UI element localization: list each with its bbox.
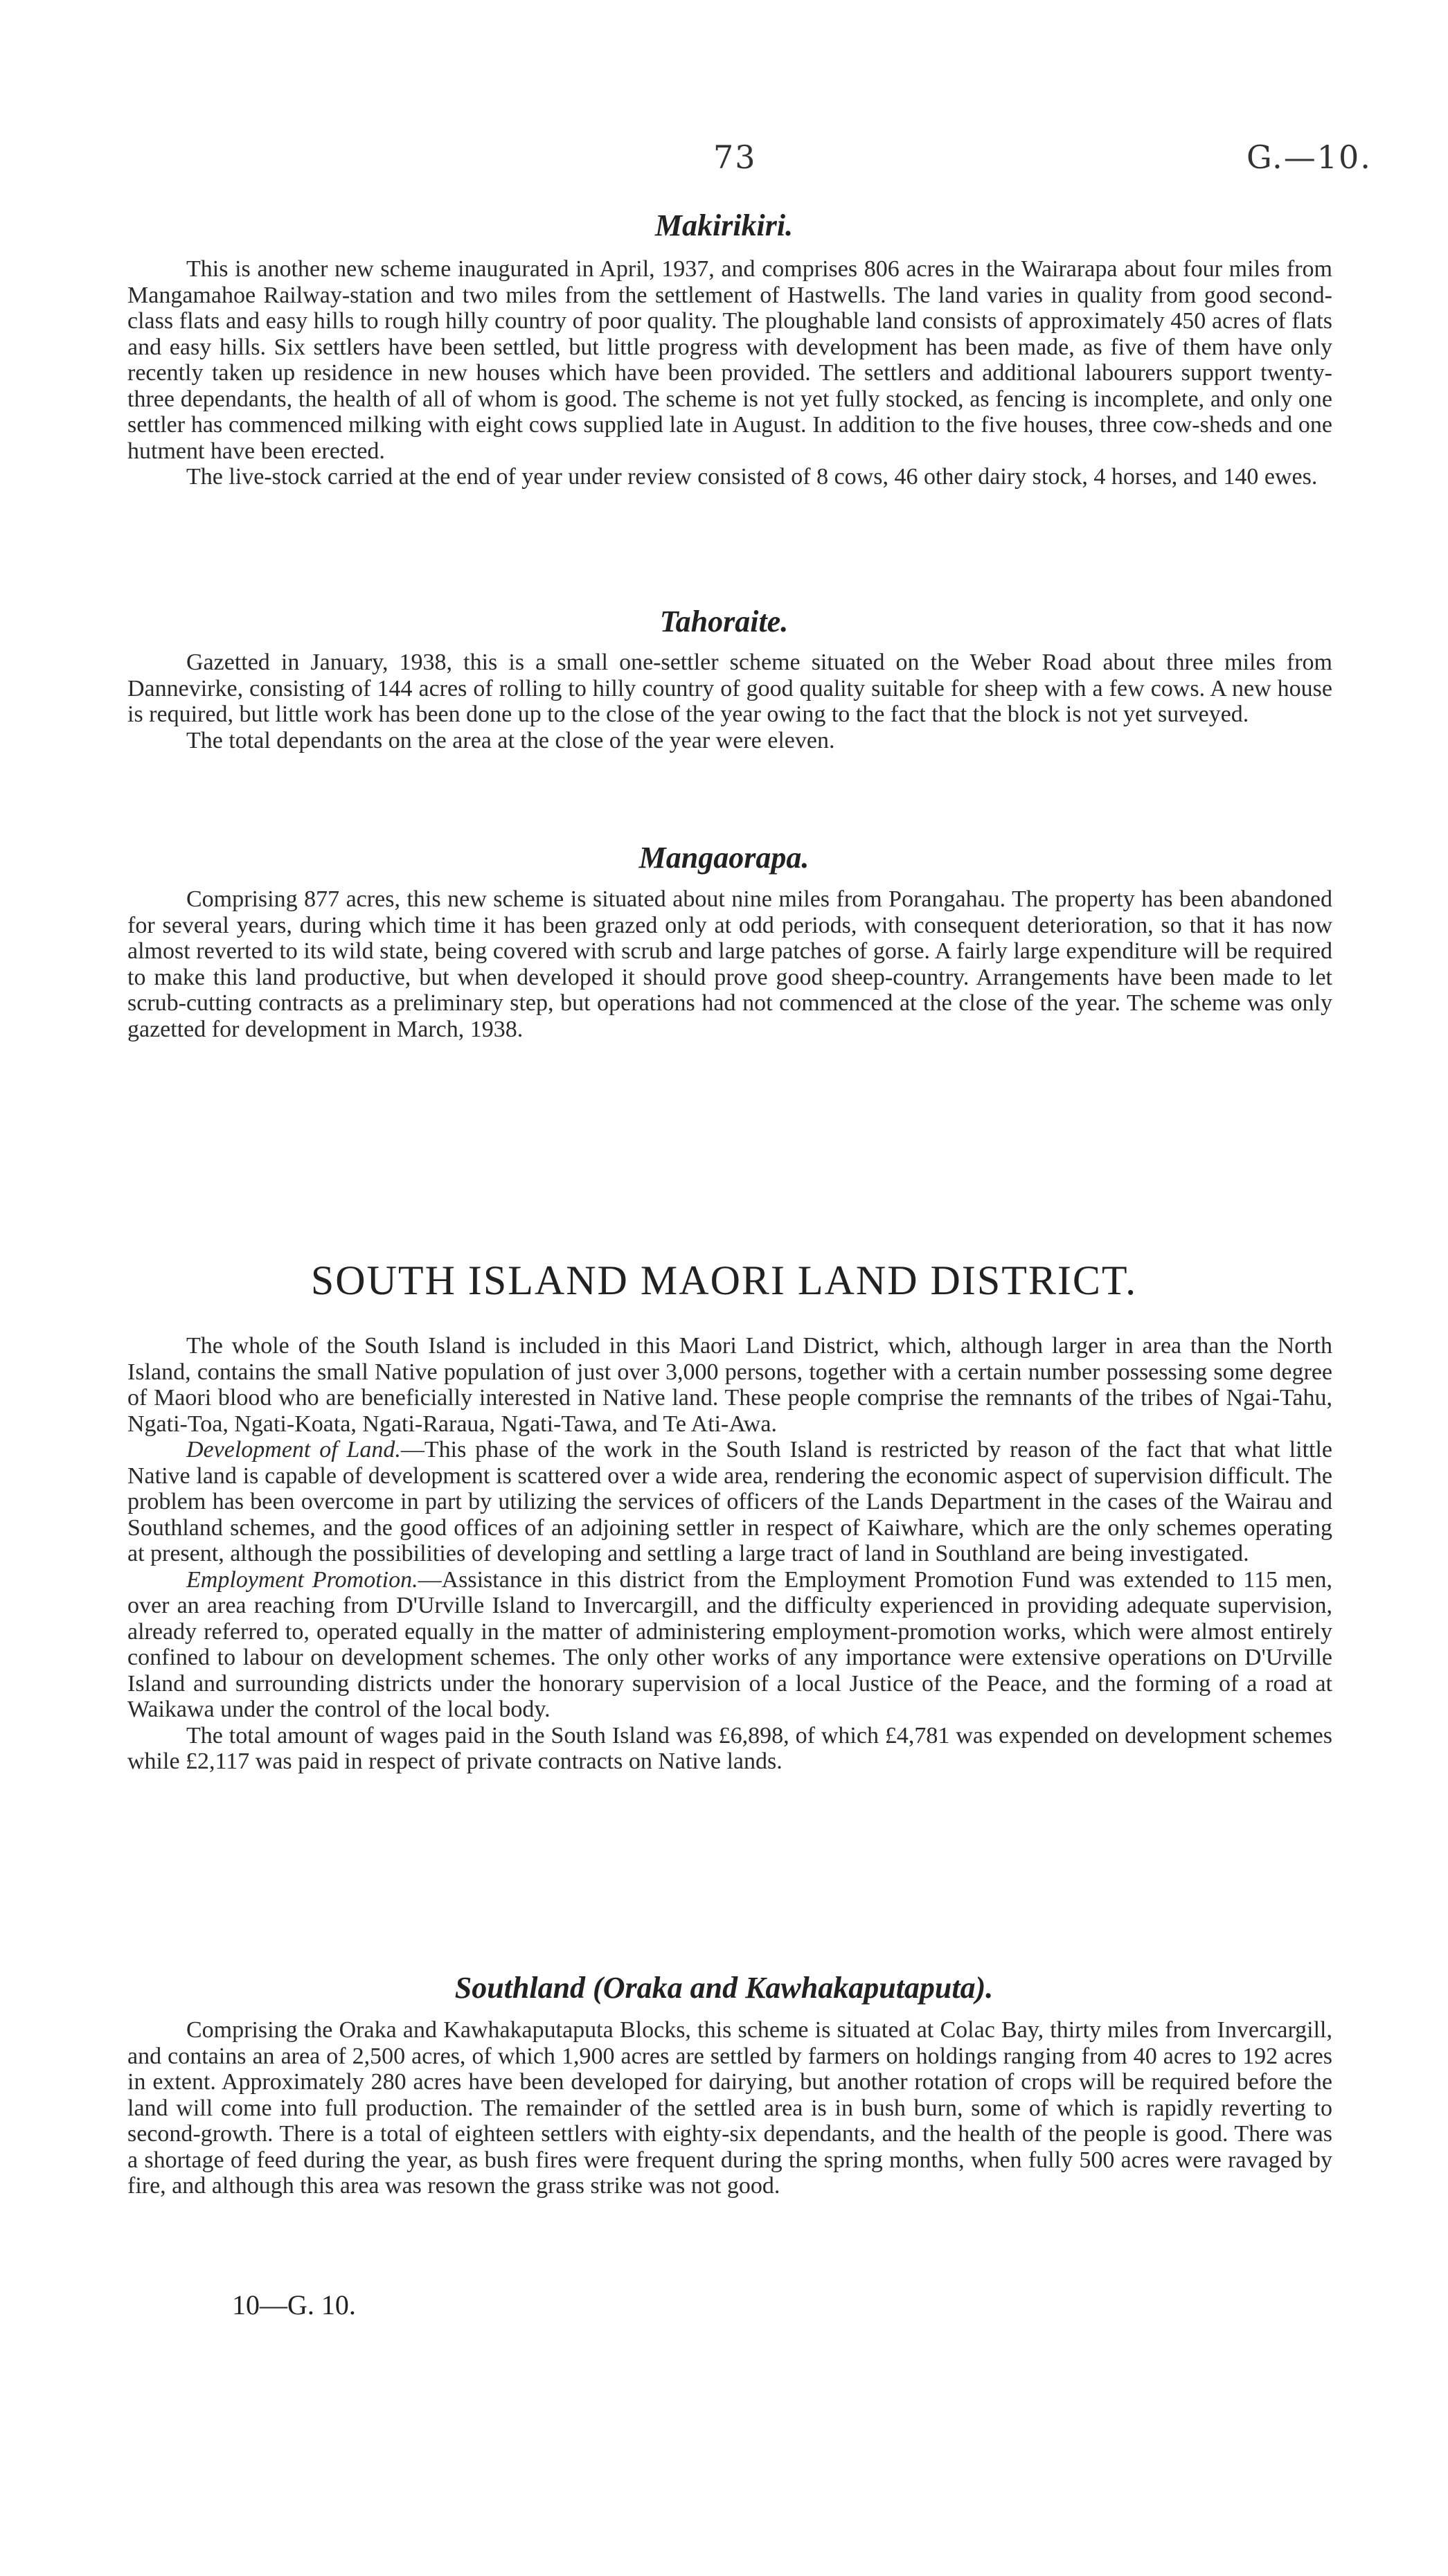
footer-signature: 10—G. 10. (232, 2289, 356, 2320)
paragraph: Comprising 877 acres, this new scheme is situated about nine miles from Porangahau. The property has been abandoned for several years, during which time it has been grazed only at odd periods, with consequent deterioration, so that it has now almost reverted to its wild state, being covered with scrub and large patches of gorse. A fairly large expenditure will be required to make this land productive, but when developed it should prove good sheep-country. Arrangements have been made to let scrub-cutting contracts as a preliminary step, but operations had not commenced at the close of the year. The scheme was only gazetted for development in March, 1938. (127, 886, 1332, 1042)
paragraph: The whole of the South Island is included in this Maori Land District, which, although larger in area than the North Island, contains the small Native population of just over 3,000 persons, together with a certain number possessing some degree of Maori blood who are beneficially interested in Native land. These people comprise the remnants of the tribes of Ngai-Tahu, Ngati-Toa, Ngati-Koata, Ngati-Raraua, Ngati-Tawa, and Te Ati-Awa. (127, 1333, 1332, 1437)
section-heading-makirikiri: Makirikiri. (654, 208, 794, 242)
section-body-mangaorapa (127, 886, 1332, 1042)
paragraph-text: —This phase of the work in the South Island is restricted by reason of the fact that what little Native land is capable of development is scattered over a wide area, rendering the economic aspect of supervision difficult. The problem has been overcome in part by utilizing the services of officers of the Lands Department in the cases of the Wairau and Southland schemes, and the good offices of an adjoining settler in respect of Kaiwhare, which are the only schemes operating at present, although the possibilities of developing and settling a large tract of land in Southland are being investigated. (127, 1437, 1332, 1566)
section-heading-mangaorapa: Mangaorapa. (638, 841, 810, 875)
paragraph: Comprising the Oraka and Kawhakaputaputa Blocks, this scheme is situated at Colac Bay, thirty miles from Invercargill, and contains an area of 2,500 acres, of which 1,900 acres are settled by farmers on holdings ranging from 40 acres to 192 acres in extent. Approximately 280 acres have been developed for dairying, but another rotation of crops will be required before the land will come into full production. The remainder of the settled area is in bush burn, some of which is rapidly reverting to second-growth. There is a total of eighteen settlers with eighty-six dependants, and the health of the people is good. There was a shortage of feed during the year, as bush fires were frequent during the spring months, when fully 500 acres were ravaged by fire, and although this area was resown the grass strike was not good. (127, 2017, 1332, 2199)
paragraph: Gazetted in January, 1938, this is a small one-settler scheme situated on the Weber Road about three miles from Dannevirke, consisting of 144 acres of rolling to hilly country of good quality suitable for sheep with a few cows. A new house is required, but little work has been done up to the close of the year owing to the fact that the block is not yet surveyed. (127, 650, 1332, 727)
paragraph: The total amount of wages paid in the South Island was £6,898, of which £4,781 was expended on development schemes while £2,117 was paid in respect of private contracts on Native lands. (127, 1722, 1332, 1774)
district-heading: SOUTH ISLAND MAORI LAND DISTRICT. (310, 1258, 1138, 1303)
section-body-south-island (127, 1333, 1332, 1775)
paragraph-text: —Assistance in this district from the Employment Promotion Fund was extended to 115 men, over an area reaching from D'Urville Island to Invercargill, and the difficulty experienced in providing adequate supervision, already referred to, operated equally in the matter of administering employment-promotion works, which were almost entirely confined to labour on development schemes. The only other works of any importance were extensive operations on D'Urville Island and surrounding districts under the honorary supervision of a local Justice of the Peace, and the forming of a road at Waikawa under the control of the local body. (127, 1566, 1332, 1722)
section-body-southland (127, 2017, 1332, 2199)
run-in-heading-employment: Employment Promotion. (186, 1566, 418, 1593)
paragraph-development (127, 1437, 1332, 1567)
series-reference: G.—10. (1246, 138, 1372, 176)
paragraph: The live-stock carried at the end of year under review consisted of 8 cows, 46 other dairy stock, 4 horses, and 140 ewes. (186, 464, 1318, 490)
run-in-heading-development: Development of Land. (186, 1437, 401, 1463)
paragraph: This is another new scheme inaugurated in April, 1937, and comprises 806 acres in the Wairarapa about four miles from Mangamahoe Railway-station and two miles from the settlement of Hastwells. The land varies in quality from good second-class flats and easy hills to rough hilly country of poor quality. The ploughable land consists of approximately 450 acres of flats and easy hills. Six settlers have been settled, but little progress with development has been made, as five of them have only recently taken up residence in new houses which have been provided. The settlers and additional labourers support twenty-three dependants, the health of all of whom is good. The scheme is not yet fully stocked, as fencing is incomplete, and only one settler has commenced milking with eight cows supplied late in August. In addition to the five houses, three cow-sheds and one hutment have been erected. (127, 256, 1332, 464)
paragraph-employment (127, 1567, 1332, 1723)
section-heading-tahoraite: Tahoraite. (659, 605, 789, 638)
page-number: 73 (713, 138, 757, 176)
paragraph: The total dependants on the area at the close of the year were eleven. (186, 727, 835, 753)
section-heading-southland: Southland (Oraka and Kawhakaputaputa). (454, 1971, 994, 2005)
section-body-makirikiri (127, 256, 1332, 490)
section-body-tahoraite (127, 650, 1332, 753)
